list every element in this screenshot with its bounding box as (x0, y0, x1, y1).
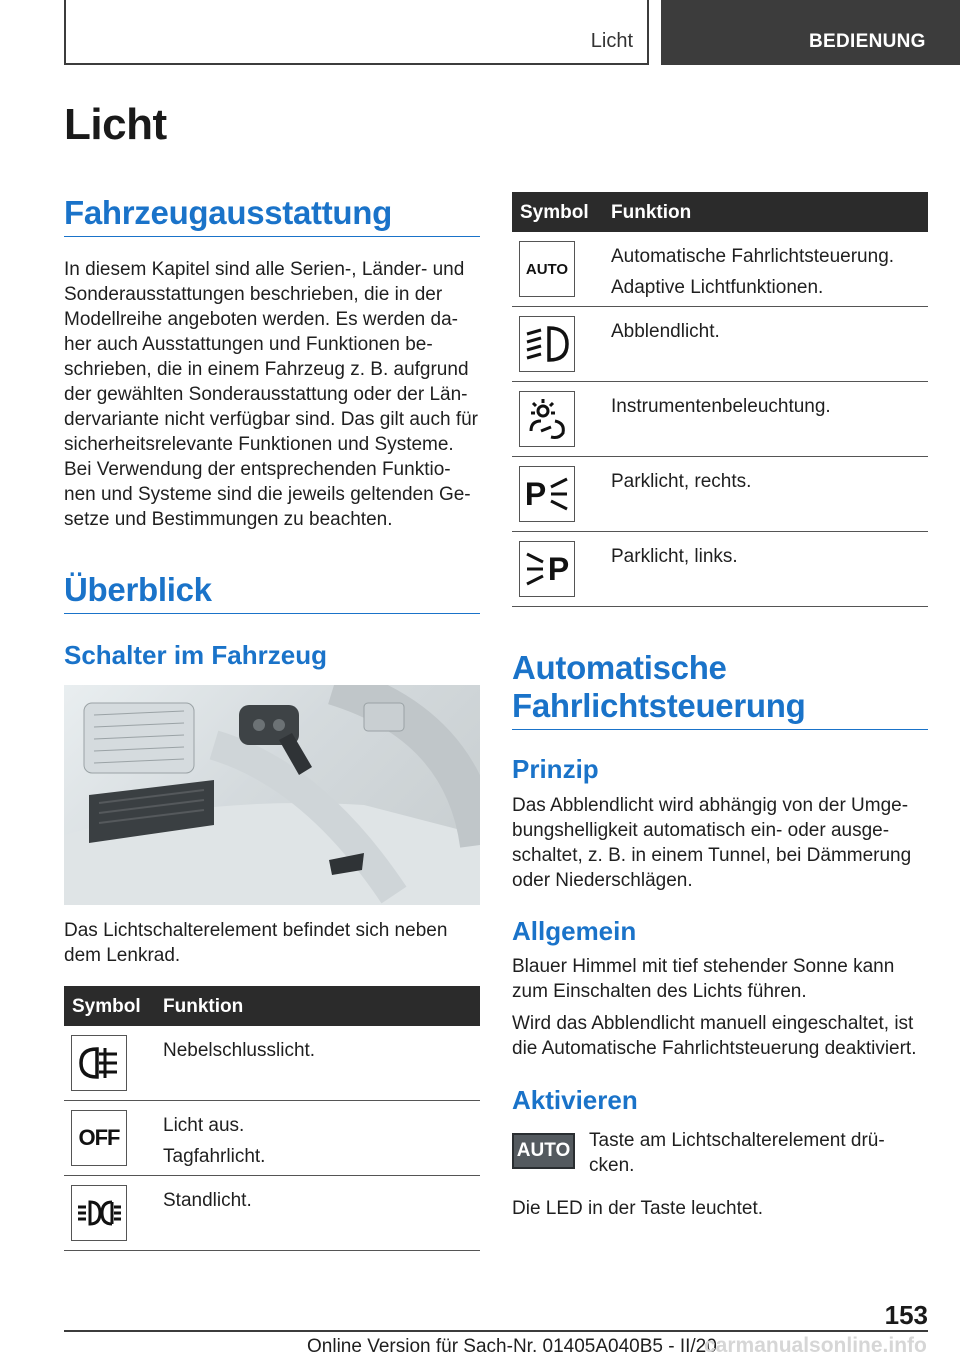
col-function-header: Funktion (611, 202, 692, 223)
heading-activate: Aktivieren (512, 1085, 638, 1115)
auto-icon: AUTO (519, 241, 575, 297)
heading-auto-light: Automatische Fahrlichtsteuerung (512, 649, 928, 730)
rear-fog-light-icon (71, 1035, 127, 1091)
general-paragraph-2: Wird das Abblendlicht manuell eingeschaltet, ist die Automatische Fahrlichtsteuerung deaktiviert. (512, 1013, 917, 1059)
row-function: Licht aus. Tagfahrlicht. (163, 1115, 266, 1167)
left-symbol-table (64, 986, 480, 1251)
header-section-label: Licht (590, 30, 633, 52)
off-icon: OFF (71, 1110, 127, 1166)
instrument-lighting-icon (519, 391, 575, 447)
equipment-paragraph: In diesem Kapitel sind alle Serien-, Länder- und Sonderausstattungen beschrieben, die in der Modellreihe angeboten werden. Es werden da- her auch Ausstattungen und Funktionen be- schrieben, die in einem Fahrzeug z. B. aufgrund der gewählten Sonderausstattung oder der Län- dervariante nicht verfügbar sind. Das gilt auch für sicherheitsrelevante Funktionen und Systeme. Bei Verwendung der entsprechenden Funktio- nen und Systeme sind die jeweils geltenden Ge- setze und Bestimmungen zu beachten. (64, 259, 478, 530)
right-symbol-table (512, 192, 928, 607)
parking-light-right-icon: P (519, 466, 575, 522)
footer-divider (64, 1330, 928, 1332)
row-function: Automatische Fahrlichtsteuerung. Adaptive Lichtfunktionen. (611, 246, 895, 298)
page-title: Licht (64, 100, 167, 149)
footer-online-version: Online Version für Sach-Nr. 01405A040B5 - II/20 (307, 1336, 717, 1357)
col-symbol-header: Symbol (72, 996, 141, 1017)
table-header (64, 986, 480, 1026)
page-number: 153 (884, 1300, 928, 1330)
heading-overview: Überblick (64, 571, 480, 614)
heading-general: Allgemein (512, 916, 637, 946)
row-function: Parklicht, rechts. (611, 471, 752, 492)
led-paragraph: Die LED in der Taste leuchtet. (512, 1198, 764, 1219)
auto-button-icon: AUTO (512, 1133, 575, 1169)
parking-light-left-icon: P (519, 541, 575, 597)
table-row (64, 1176, 480, 1251)
activate-paragraph: Taste am Lichtschalterelement drü- cken. (589, 1130, 885, 1176)
row-function: Standlicht. (163, 1190, 252, 1211)
row-function: Nebelschlusslicht. (163, 1040, 316, 1061)
table-header (512, 192, 928, 232)
general-paragraph-1: Blauer Himmel mit tief stehender Sonne kann zum Einschalten des Lichts führen. (512, 956, 895, 1002)
light-switch-photo (64, 685, 480, 905)
photo-caption: Das Lichtschalterelement befindet sich neben dem Lenkrad. (64, 920, 448, 966)
heading-equipment: Fahrzeugausstattung (64, 194, 480, 237)
light-switch-illustration (64, 685, 480, 905)
heading-switch: Schalter im Fahrzeug (64, 640, 327, 670)
principle-paragraph: Das Abblendlicht wird abhängig von der Umge- bungshelligkeit automatisch ein- oder ausge- schaltet, z. B. in einem Tunnel, bei Dämmerung oder Niederschlägen. (512, 795, 912, 891)
col-symbol-header: Symbol (520, 202, 589, 223)
side-light-icon (71, 1185, 127, 1241)
table-row (64, 1026, 480, 1101)
table-row (512, 307, 928, 382)
table-row (64, 1101, 480, 1176)
heading-principle: Prinzip (512, 754, 599, 784)
row-function: Abblendlicht. (611, 321, 720, 342)
table-row (512, 532, 928, 607)
table-row (512, 382, 928, 457)
header-section-box (64, 0, 649, 65)
table-row (512, 457, 928, 532)
row-function: Instrumentenbeleuchtung. (611, 396, 831, 417)
low-beam-icon (519, 316, 575, 372)
watermark: carmanualsonline.info (704, 1334, 927, 1357)
row-function: Parklicht, links. (611, 546, 738, 567)
header-chapter-label: BEDIENUNG (809, 31, 926, 52)
table-row (512, 232, 928, 307)
col-function-header: Funktion (163, 996, 244, 1017)
header-chapter-box (661, 0, 960, 65)
